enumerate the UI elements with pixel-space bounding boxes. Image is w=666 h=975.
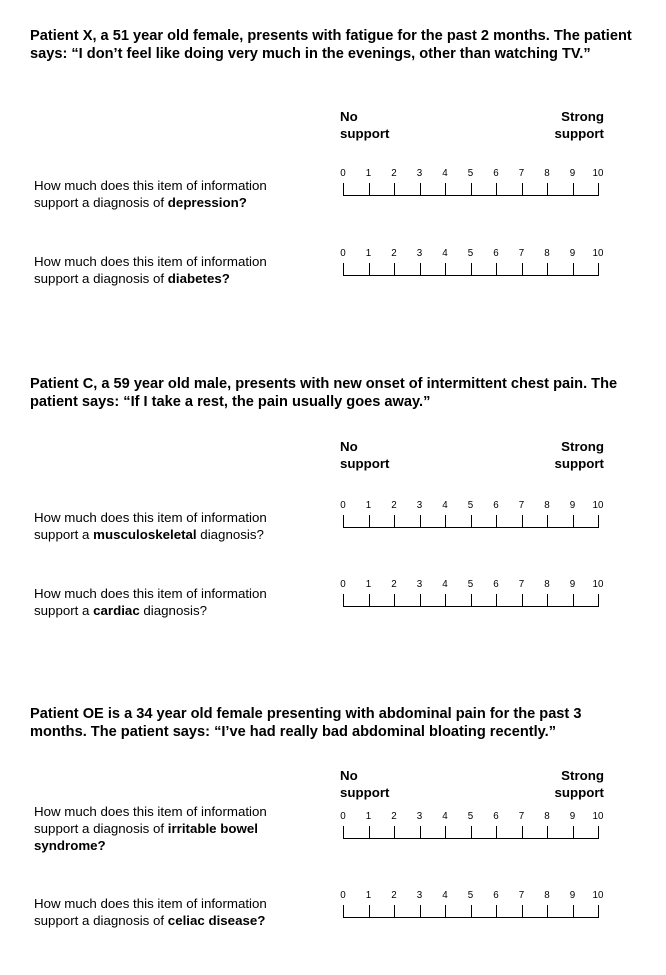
scale-label-1: 1 (365, 579, 372, 590)
scale-label-4: 4 (442, 168, 448, 179)
scale-label-2: 2 (391, 168, 397, 179)
case-3-question-2: How much does this item of information support a diagnosis of celiac disease? (34, 896, 267, 928)
case-2-question-1: How much does this item of information support a musculoskeletal diagnosis? (34, 510, 267, 542)
scale-label-7: 7 (518, 811, 525, 822)
scale-label-5: 5 (467, 579, 474, 590)
scale-label-2: 2 (391, 890, 397, 901)
scale-label-1: 1 (365, 168, 372, 179)
case-3-question-1: How much does this item of information support a diagnosis of irritable bowel syndrome? (34, 804, 267, 853)
scale-label-9: 9 (569, 248, 576, 259)
scale-label-7: 7 (518, 248, 525, 259)
scale-label-6: 6 (493, 500, 499, 511)
scale-label-1: 1 (365, 248, 372, 259)
case-1-vignette: Patient X, a 51 year old female, presents with fatigue for the past 2 months. The patient says: “I don’t feel like doing very much in the evenings, other than watching TV.” (30, 28, 632, 62)
case-1-anchor-no-support: No support (340, 109, 390, 141)
case-3-rating-scale-1[interactable] (333, 811, 609, 851)
case-2-vignette: Patient C, a 59 year old male, presents with new onset of intermittent chest pain. The patient says: “If I take a rest, the pain usually goes away.” (30, 376, 618, 410)
scale-label-5: 5 (467, 890, 474, 901)
scale-label-9: 9 (569, 500, 576, 511)
scale-label-3: 3 (416, 811, 423, 822)
scale-label-1: 1 (365, 811, 372, 822)
case-1-anchor-strong-support: Strong support (554, 109, 604, 141)
scale-label-8: 8 (544, 579, 550, 590)
scale-label-3: 3 (416, 500, 423, 511)
scale-label-8: 8 (544, 248, 550, 259)
scale-label-10: 10 (592, 248, 604, 259)
scale-baseline (343, 275, 598, 276)
scale-label-5: 5 (467, 168, 474, 179)
scale-baseline (343, 838, 598, 839)
scale-label-3: 3 (416, 248, 423, 259)
case-1-question-2: How much does this item of information support a diagnosis of diabetes? (34, 254, 267, 286)
scale-label-4: 4 (442, 811, 448, 822)
case-1-rating-scale-2[interactable] (333, 248, 609, 288)
scale-label-5: 5 (467, 248, 474, 259)
scale-baseline (343, 527, 598, 528)
scale-label-8: 8 (544, 168, 550, 179)
scale-baseline (343, 606, 598, 607)
scale-label-5: 5 (467, 500, 474, 511)
case-2-rating-scale-2[interactable] (333, 579, 609, 619)
scale-label-4: 4 (442, 248, 448, 259)
scale-label-10: 10 (592, 890, 604, 901)
scale-label-0: 0 (340, 890, 346, 901)
scale-label-8: 8 (544, 500, 550, 511)
scale-label-0: 0 (340, 168, 346, 179)
scale-label-1: 1 (365, 500, 372, 511)
scale-label-1: 1 (365, 890, 372, 901)
scale-label-7: 7 (518, 890, 525, 901)
case-2-rating-scale-1[interactable] (333, 500, 609, 540)
scale-label-6: 6 (493, 168, 499, 179)
case-3-vignette: Patient OE is a 34 year old female presenting with abdominal pain for the past 3 months. The patient says: “I’ve had really bad abdominal bloating recently.” (30, 706, 582, 740)
case-1-rating-scale-1[interactable] (333, 168, 609, 208)
scale-label-10: 10 (592, 168, 604, 179)
scale-tick-10[interactable] (598, 826, 599, 839)
case-2-anchor-strong-support: Strong support (554, 439, 604, 471)
scale-label-2: 2 (391, 579, 397, 590)
scale-label-7: 7 (518, 500, 525, 511)
scale-label-4: 4 (442, 500, 448, 511)
scale-label-7: 7 (518, 168, 525, 179)
scale-baseline (343, 917, 598, 918)
scale-baseline (343, 195, 598, 196)
scale-label-9: 9 (569, 811, 576, 822)
scale-label-10: 10 (592, 811, 604, 822)
scale-label-6: 6 (493, 579, 499, 590)
scale-label-2: 2 (391, 811, 397, 822)
scale-label-8: 8 (544, 811, 550, 822)
case-3-anchor-strong-support: Strong support (554, 768, 604, 800)
scale-label-0: 0 (340, 248, 346, 259)
scale-label-4: 4 (442, 890, 448, 901)
scale-label-3: 3 (416, 890, 423, 901)
case-3-rating-scale-2[interactable] (333, 890, 609, 930)
scale-label-6: 6 (493, 811, 499, 822)
case-1-question-1: How much does this item of information support a diagnosis of depression? (34, 178, 267, 210)
scale-label-9: 9 (569, 579, 576, 590)
scale-label-3: 3 (416, 579, 423, 590)
scale-label-9: 9 (569, 168, 576, 179)
scale-label-9: 9 (569, 890, 576, 901)
scale-label-0: 0 (340, 579, 346, 590)
case-2-anchor-no-support: No support (340, 439, 390, 471)
scale-label-10: 10 (592, 579, 604, 590)
scale-label-0: 0 (340, 500, 346, 511)
scale-label-6: 6 (493, 890, 499, 901)
scale-label-3: 3 (416, 168, 423, 179)
scale-label-4: 4 (442, 579, 448, 590)
scale-tick-10[interactable] (598, 905, 599, 918)
scale-tick-10[interactable] (598, 263, 599, 276)
scale-label-5: 5 (467, 811, 474, 822)
scale-tick-10[interactable] (598, 594, 599, 607)
scale-label-2: 2 (391, 500, 397, 511)
scale-label-8: 8 (544, 890, 550, 901)
scale-tick-10[interactable] (598, 183, 599, 196)
scale-label-10: 10 (592, 500, 604, 511)
case-3-anchor-no-support: No support (340, 768, 390, 800)
case-2-question-2: How much does this item of information support a cardiac diagnosis? (34, 586, 267, 618)
scale-label-0: 0 (340, 811, 346, 822)
scale-tick-10[interactable] (598, 515, 599, 528)
scale-label-7: 7 (518, 579, 525, 590)
scale-label-6: 6 (493, 248, 499, 259)
scale-label-2: 2 (391, 248, 397, 259)
